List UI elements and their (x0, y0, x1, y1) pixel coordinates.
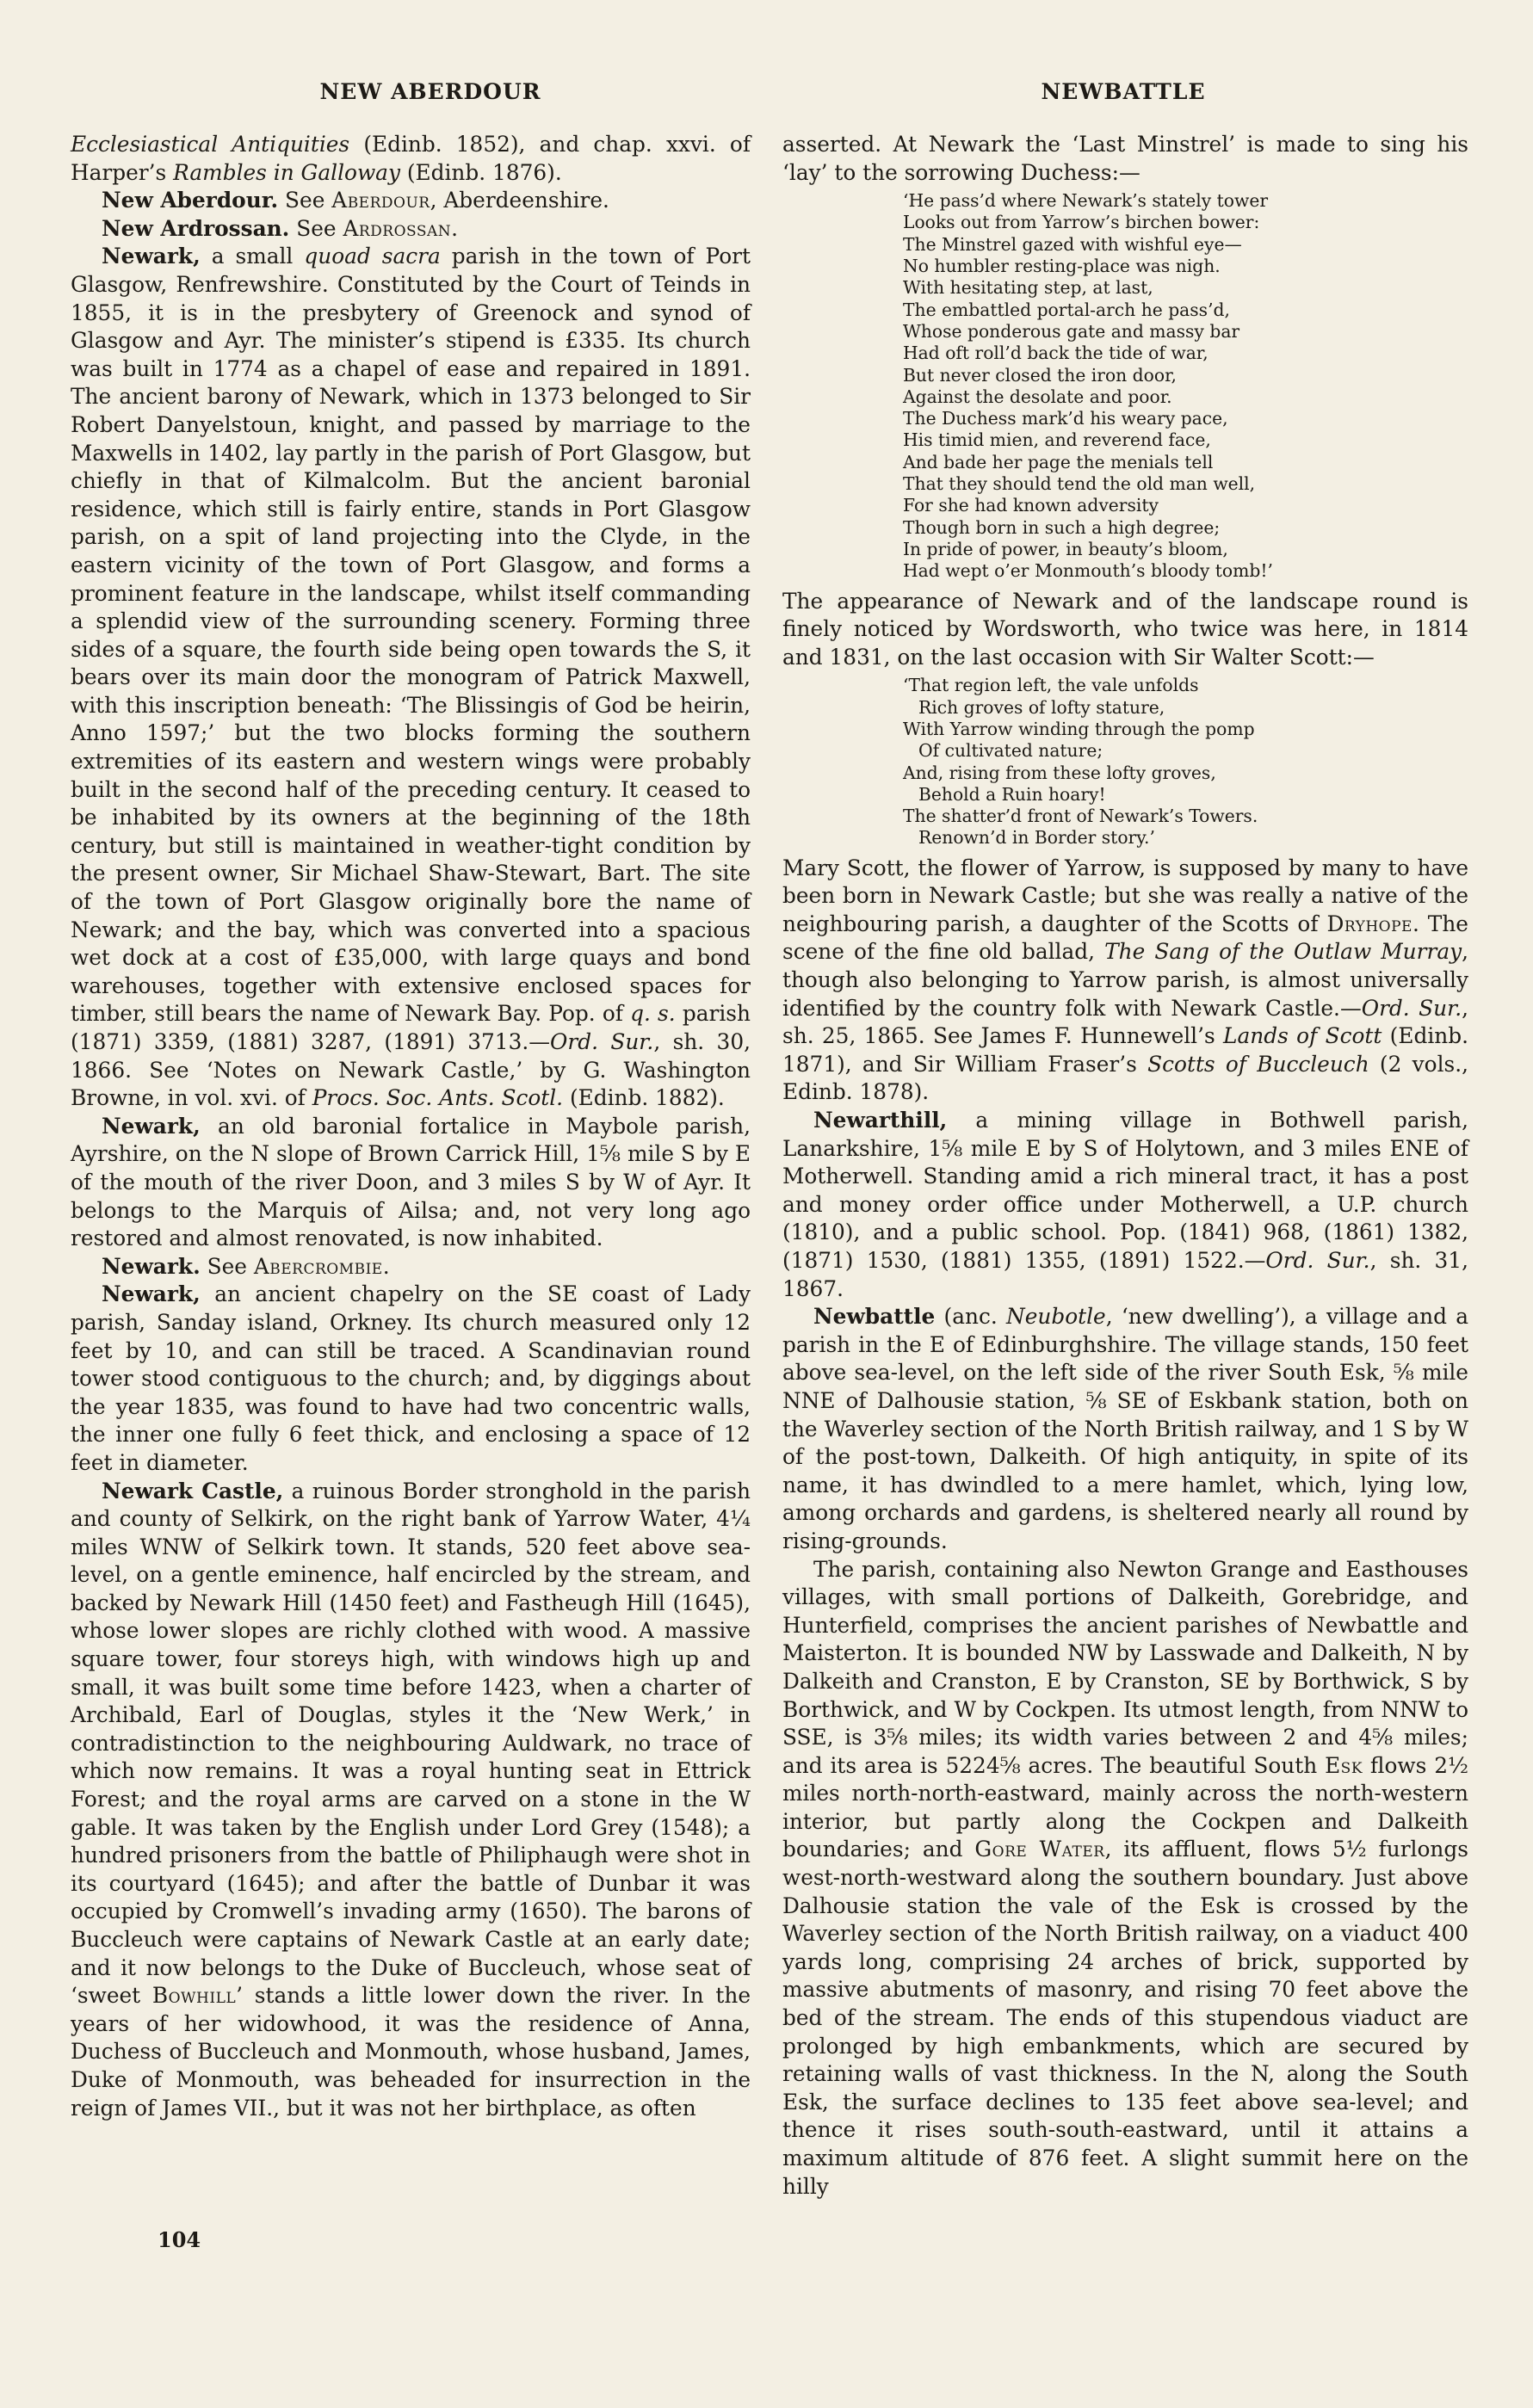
left-paragraph: Ecclesiastical Antiquities (Edinb. 1852), and chap. xxvi. of Harper’s Rambles in Galloway (Edinb. 1876). (71, 132, 751, 185)
left-paragraph: Newark Castle, a ruinous Border stronghold in the parish and county of Selkirk, on the right bank of Yarrow Water, 4¼ miles WNW of Selkirk town. It stands, 520 feet above sea-level, on a gentle eminence, half encircled by the stream, and backed by Newark Hill (1450 feet) and Fastheugh Hill (1645), whose lower slopes are richly clothed with wood. A massive square tower, four storeys high, with windows high up and small, it was built some time before 1423, when a charter of Archibald, Earl of Douglas, styles it the ‘New Werk,’ in contradistinction to the neighbouring Auldwark, no trace of which now remains. It was a royal hunting seat in Ettrick Forest; and the royal arms are carved on a stone in the W gable. It was taken by the English under Lord Grey (1548); a hundred prisoners from the battle of Philiphaugh were shot in its courtyard (1645); and after the battle of Dunbar it was occupied by Cromwell’s invading army (1650). The barons of Buccleuch were captains of Newark Castle at an early date; and it now belongs to the Duke of Buccleuch, whose seat of ‘sweet Bowhill’ stands a little lower down the river. In the years of her widowhood, it was the residence of Anna, Duchess of Buccleuch and Monmouth, whose husband, James, Duke of Monmouth, was beheaded for insurrection in the reign of James VII., but it was not her birthplace, as often (71, 1478, 751, 2121)
verse-line: The shatter’d front of Newark’s Towers. (903, 806, 1258, 827)
verse-line: And bade her page the menials tell (903, 451, 1214, 472)
verse-line: His timid mien, and reverend face, (903, 429, 1211, 451)
verse-line: But never closed the iron door, (903, 364, 1178, 386)
right-paragraph: Newarthill, a mining village in Bothwell parish, Lanarkshire, 1⅝ mile E by S of Holytown, and 3 miles ENE of Motherwell. Standing amid a rich mineral tract, it has a post and money order office under Motherwell, a U.P. church (1810), and a public school. Pop. (1841) 968, (1861) 1382, (1871) 1530, (1881) 1355, (1891) 1522.—Ord. Sur., sh. 31, 1867. (782, 1108, 1468, 1301)
verse-line: That they should tend the old man well, (903, 473, 1256, 495)
running-head-left: NEW ABERDOUR (319, 79, 541, 104)
right-mid: The appearance of Newark and of the landscape round is finely noticed by Wordsworth, who twice was here, in 1814 and 1831, on the last occasion with Sir Walter Scott:— (782, 588, 1468, 670)
verse-line: And, rising from these lofty groves, (903, 762, 1216, 783)
right-paragraph: The parish, containing also Newton Grange and Easthouses villages, with small portions of Dalkeith, Gorebridge, and Hunterfield, comprises the ancient parishes of Newbattle and Maisterton. It is bounded NW by Lasswade and Dalkeith, N by Dalkeith and Cranston, E by Cranston, SE by Borthwick, S by Borthwick, and W by Cockpen. Its utmost length, from NNW to SSE, is 3⅝ miles; its width varies between 2 and 4⅝ miles; and its area is 5224⅝ acres. The beautiful South Esk flows 2½ miles north-north-eastward, mainly across the north-western interior, but partly along the Cockpen and Dalkeith boundaries; and Gore Water, its affluent, flows 5½ furlongs west-north-westward along the southern boundary. Just above Dalhousie station the vale of the Esk is crossed by the Waverley section of the North British railway, on a viaduct 400 yards long, comprising 24 arches of brick, supported by massive abutments of masonry, and rising 70 feet above the bed of the stream. The ends of this stupendous viaduct are prolonged by high embankments, which are secured by retaining walls of vast thickness. In the N, along the South Esk, the surface declines to 135 feet above sea-level; and thence it rises south-south-eastward, until it attains a maximum altitude of 876 feet. A slight summit here on the hilly (782, 1556, 1469, 2199)
verse-line: In pride of power, in beauty’s bloom, (903, 538, 1228, 559)
running-head-right: NEWBATTLE (1041, 79, 1206, 104)
left-paragraph: Newark, an old baronial fortalice in Maybole parish, Ayrshire, on the N slope of Brown Carrick Hill, 1⅝ mile S by E of the mouth of the river Doon, and 3 miles S by W of Ayr. It belongs to the Marquis of Ailsa; and, not very long ago restored and almost renovated, is now inhabited. (71, 1113, 751, 1251)
right-column (782, 131, 1468, 2201)
verse-line: The Minstrel gazed with wishful eye— (903, 233, 1242, 255)
verse-line: ‘That region left, the vale unfolds (903, 675, 1199, 696)
verse-line: Of cultivated nature; (918, 740, 1103, 762)
left-paragraph: Newark, an ancient chapelry on the SE coast of Lady parish, Sanday island, Orkney. Its church measured only 12 feet by 10, and can still be traced. A Scandinavian round tower stood contiguous to the church; and, by diggings about the year 1835, was found to have had two concentric walls, the inner one fully 6 feet thick, and enclosing a space of 12 feet in diameter. (71, 1281, 751, 1475)
verse-line: For she had known adversity (903, 495, 1159, 516)
right-column-entries (782, 855, 1468, 2201)
verse-wordsworth (782, 675, 1468, 849)
left-paragraph: Newark. See Abercrombie. (102, 1253, 390, 1279)
verse-line: Behold a Ruin hoary! (918, 783, 1106, 805)
verse-line: The embattled portal-arch he pass’d, (903, 299, 1230, 320)
left-paragraph: New Ardrossan. See Ardrossan. (102, 215, 459, 241)
left-column (71, 131, 751, 2122)
left-paragraph: Newark, a small quoad sacra parish in the town of Port Glasgow, Renfrewshire. Constituted by the Court of Teinds in 1855, it is in the presbytery of Greenock and synod of Glasgow and Ayr. The minister’s stipend is £335. Its church was built in 1774 as a chapel of ease and repaired in 1891. The ancient barony of Newark, which in 1373 belonged to Sir Robert Danyelstoun, knight, and passed by marriage to the Maxwells in 1402, lay partly in the parish of Port Glasgow, but chiefly in that of Kilmalcolm. But the ancient baronial residence, which still is fairly entire, stands in Port Glasgow parish, on a spit of land projecting into the Clyde, in the eastern vicinity of the town of Port Glasgow, and forms a prominent feature in the landscape, whilst itself commanding a splendid view of the surrounding scenery. Forming three sides of a square, the fourth side being open towards the S, it bears over its main door the monogram of Patrick Maxwell, with this inscription beneath: ‘The Blissingis of God be heirin, Anno 1597;’ but the two blocks forming the southern extremities of its eastern and western wings were probably built in the second half of the preceding century. It ceased to be inhabited by its owners at the beginning of the 18th century, but still is maintained in weather-tight condition by the present owner, Sir Michael Shaw-Stewart, Bart. The site of the town of Port Glasgow originally bore the name of Newark; and the bay, which was converted into a spacious wet dock at a cost of £35,000, with large quays and bond warehouses, together with extensive enclosed spaces for timber, still bears the name of Newark Bay. Pop. of q. s. parish (1871) 3359, (1881) 3287, (1891) 3713.—Ord. Sur., sh. 30, 1866. See ‘Notes on Newark Castle,’ by G. Washington Browne, in vol. xvi. of Procs. Soc. Ants. Scotl. (Edinb. 1882). (71, 244, 751, 1111)
verse-line: Against the desolate and poor. (903, 386, 1172, 407)
verse-line: With Yarrow winding through the pomp (903, 718, 1255, 739)
verse-line: No humbler resting-place was nigh. (903, 256, 1221, 277)
verse-line: Whose ponderous gate and massy bar (903, 320, 1240, 342)
verse-line: Rich groves of lofty stature, (918, 696, 1165, 718)
verse-line: ‘He pass’d where Newark’s stately tower (903, 190, 1269, 212)
verse-line: Had wept o’er Monmouth’s bloody tomb!’ (903, 560, 1273, 582)
verse-line: Renown’d in Border story.’ (918, 827, 1155, 849)
verse-line: Though born in such a high degree; (903, 516, 1221, 538)
left-paragraph: New Aberdour. See Aberdour, Aberdeenshire. (102, 188, 609, 213)
verse-line: With hesitating step, at last, (903, 277, 1153, 299)
right-paragraph: Mary Scott, the flower of Yarrow, is supposed by many to have been born in Newark Castle; but she was really a native of the neighbouring parish, a daughter of the Scotts of Dryhope. The scene of the fine old ballad, The Sang of the Outlaw Murray, though also belonging to Yarrow parish, is almost universally identified by the country folk with Newark Castle.—Ord. Sur., sh. 25, 1865. See James F. Hunnewell’s Lands of Scott (Edinb. 1871), and Sir William Fraser’s Scotts of Buccleuch (2 vols., Edinb. 1878). (782, 855, 1469, 1105)
right-intro: asserted. At Newark the ‘Last Minstrel’ is made to sing his ‘lay’ to the sorrowing Duchess:— (782, 132, 1468, 185)
verse-line: Had oft roll’d back the tide of war, (903, 343, 1208, 364)
verse-line: Looks out from Yarrow’s birchen bower: (903, 212, 1260, 233)
right-paragraph: Newbattle (anc. Neubotle, ‘new dwelling’), a village and a parish in the E of Edinburghshire. The village stands, 150 feet above sea-level, on the left side of the river South Esk, ⅝ mile NNE of Dalhousie station, ⅝ SE of Eskbank station, both on the Waverley section of the North British railway, and 1 S by W of the post-town, Dalkeith. Of high antiquity, in spite of its name, it has dwindled to a mere hamlet, which, lying low, among orchards and gardens, is sheltered nearly all round by rising-grounds. (782, 1304, 1468, 1553)
page-number: 104 (158, 2227, 201, 2252)
verse-last-minstrel (782, 190, 1468, 582)
verse-line: The Duchess mark’d his weary pace, (903, 408, 1228, 429)
